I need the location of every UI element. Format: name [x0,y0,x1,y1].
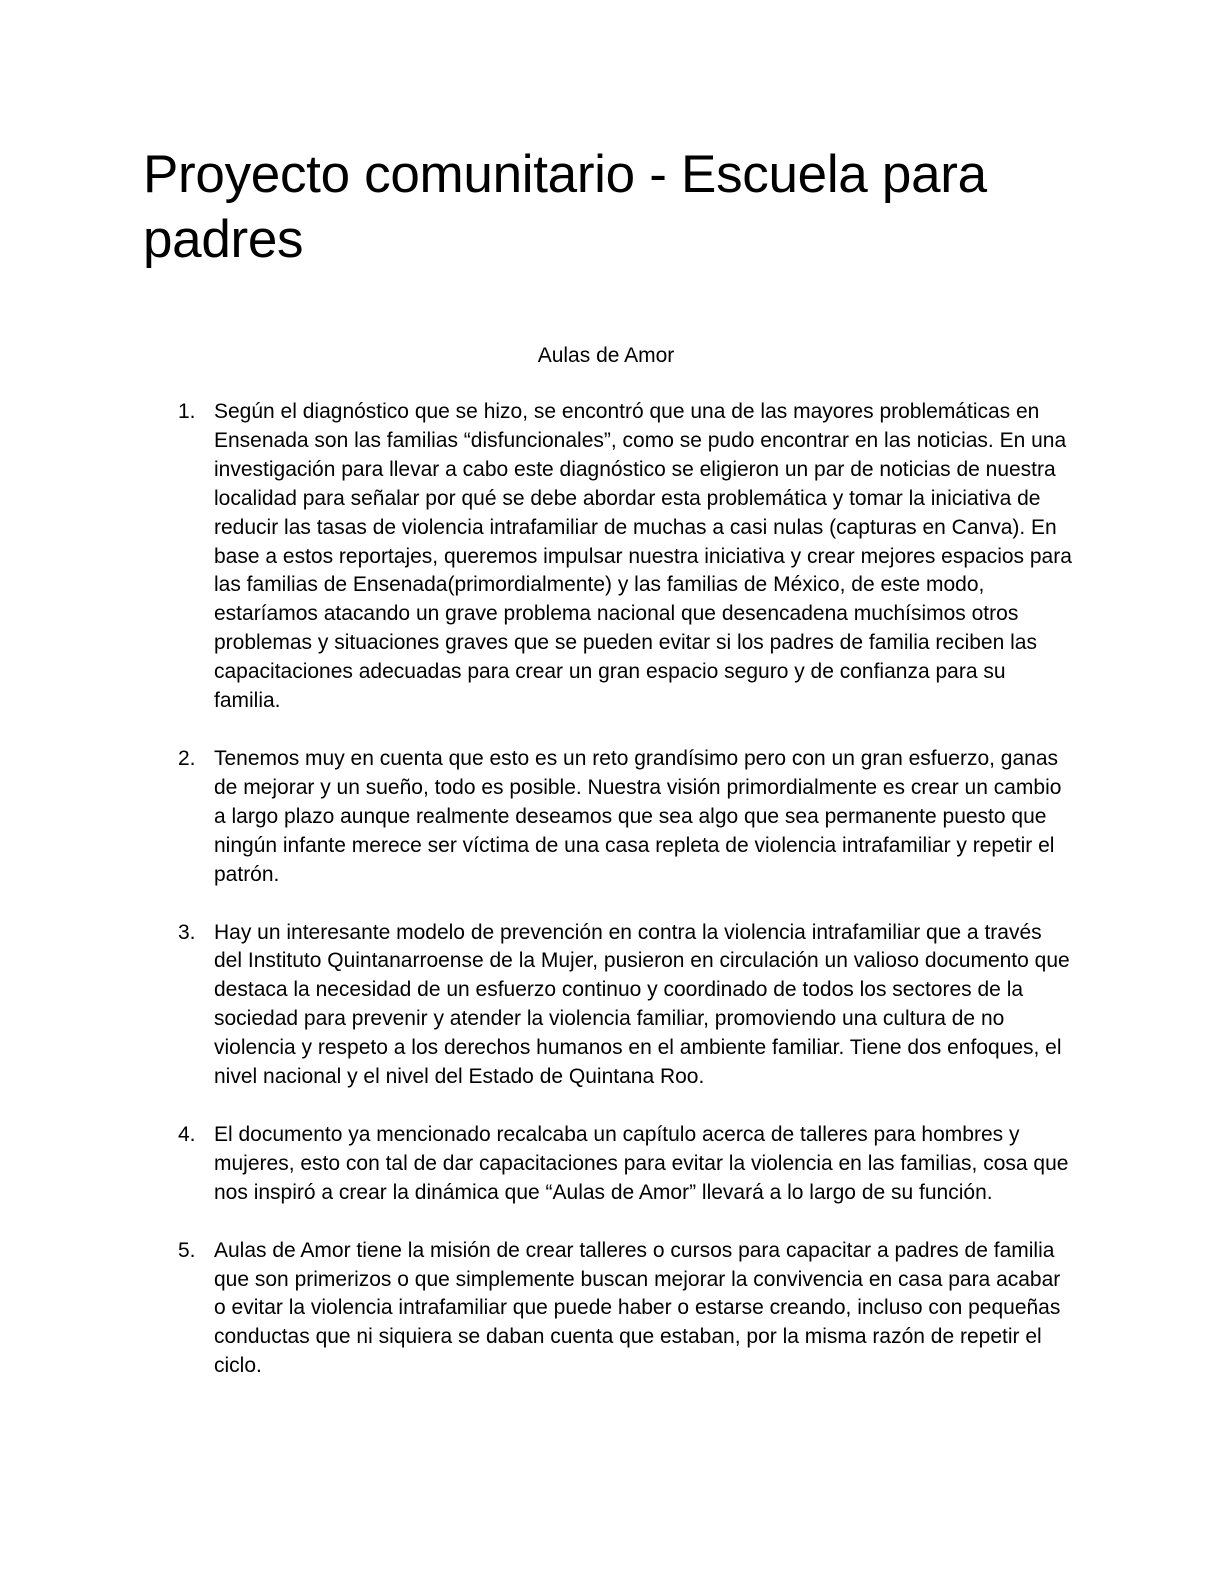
list-item-text: Tenemos muy en cuenta que esto es un reto grandísimo pero con un gran esfuerzo, ganas de mejorar y un sueño, todo es posible. Nuestra visión primordialmente es crear un cambio a largo plazo aunque realmente deseamos que sea algo que sea permanente puesto que ningún infante merece ser víctima de una casa repleta de violencia intrafamiliar y repetir el patrón. [214,746,1062,886]
list-item-number: 3. [178,920,196,944]
list-item [178,1121,1072,1208]
numbered-list [178,398,1072,1410]
list-item-text: Aulas de Amor tiene la misión de crear talleres o cursos para capacitar a padres de familia que son primerizos o que simplemente buscan mejorar la convivencia en casa para acabar o evitar la violencia intrafamiliar que puede haber o estarse creando, incluso con pequeñas conductas que ni siquiera se daban cuenta que estaban, por la misma razón de repetir el ciclo. [214,1238,1061,1378]
list-item-number: 1. [178,400,196,423]
document-subtitle: Aulas de Amor [537,344,675,367]
list-item [178,1237,1072,1382]
list-item-text: El documento ya mencionado recalcaba un capítulo acerca de talleres para hombres y mujeres, esto con tal de dar capacitaciones para evitar la violencia en las familias, cosa que nos inspiró a crear la dinámica que “Aulas de Amor” llevará a lo largo de su función. [214,1122,1069,1204]
list-item-number: 4. [178,1122,196,1146]
list-item [178,919,1072,1092]
list-item-number: 5. [178,1238,196,1262]
list-item-number: 2. [178,746,196,770]
list-item [178,745,1072,890]
list-item-text: Hay un interesante modelo de prevención en contra la violencia intrafamiliar que a través del Instituto Quintanarroense de la Mujer, pusieron en circulación un valioso documento que destaca la necesidad de un esfuerzo continuo y coordinado de todos los sectores de la sociedad para prevenir y atender la violencia familiar, promoviendo una cultura de no violencia y respeto a los derechos humanos en el ambiente familiar. Tiene dos enfoques, el nivel nacional y el nivel del Estado de Quintana Roo. [214,920,1070,1089]
document-title: Proyecto comunitario - Escuela para padres [143,145,987,269]
list-item [178,398,1072,716]
list-item-text: Según el diagnóstico que se hizo, se encontró que una de las mayores problemáticas en Ensenada son las familias “disfuncionales”, como se pudo encontrar en las noticias. En una investigación para llevar a cabo este diagnóstico se eligieron un par de noticias de nuestra localidad para señalar por qué se debe abordar esta problemática y tomar la iniciativa de reducir las tasas de violencia intrafamiliar de muchas a casi nulas (capturas en Canva). En base a estos reportajes, queremos impulsar nuestra iniciativa y crear mejores espacios para las familias de Ensenada(primordialmente) y las familias de México, de este modo, estaríamos atacando un grave problema nacional que desencadena muchísimos otros problemas y situaciones graves que se pueden evitar si los padres de familia reciben las capacitaciones adecuadas para crear un gran espacio seguro y de confianza para su familia. [214,400,1072,713]
